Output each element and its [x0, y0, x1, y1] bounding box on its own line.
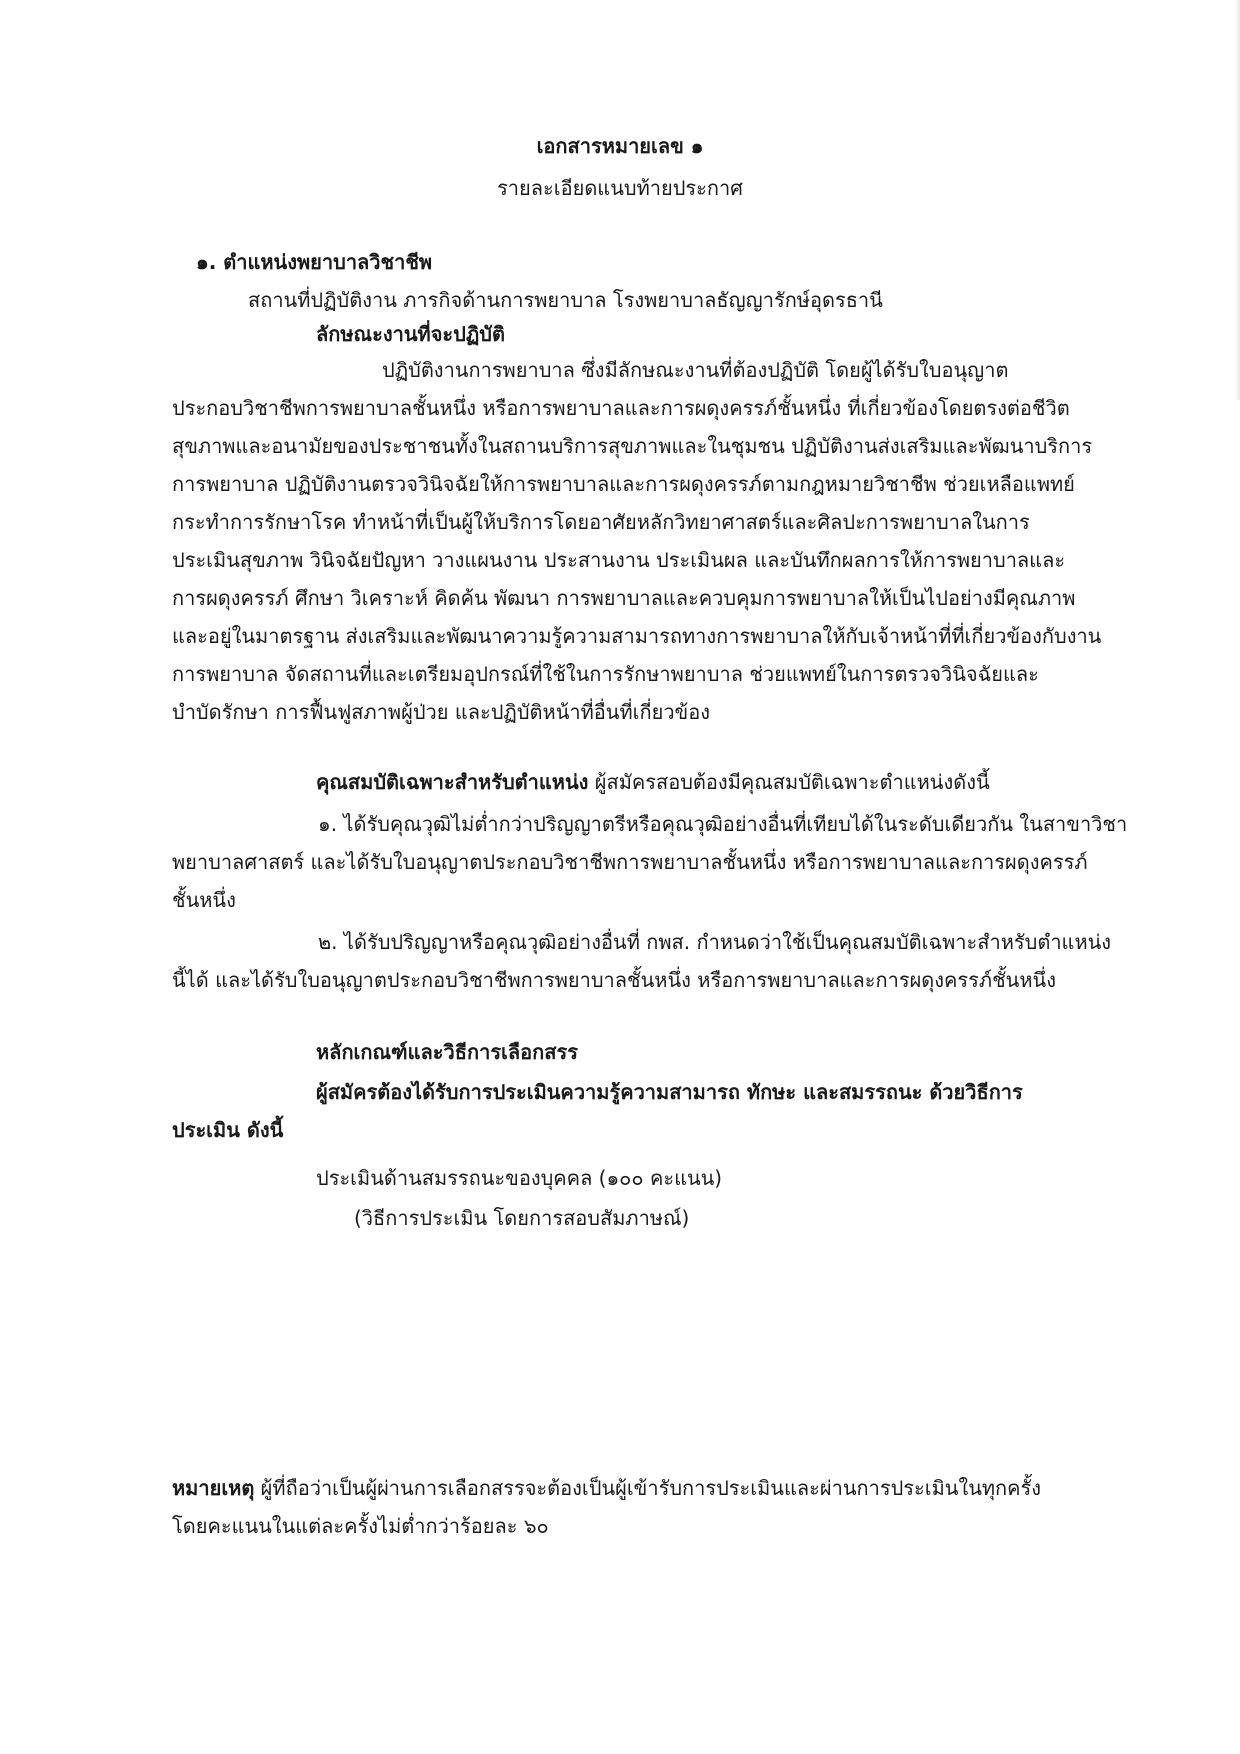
qualifications-heading-text: ผู้สมัครสอบต้องมีคุณสมบัติเฉพาะตำแหน่งดังนี้ — [588, 770, 990, 794]
duties-line: การพยาบาล ปฏิบัติงานตรวจวินิจฉัยให้การพยาบาลและการผดุงครรภ์ตามกฎหมายวิชาชีพ ช่วยเหลือแพทย์ — [172, 472, 1075, 496]
note-label: หมายเหตุ — [172, 1476, 255, 1500]
qualification-item-1: ชั้นหนึ่ง — [172, 888, 236, 912]
duties-line: ประกอบวิชาชีพการพยาบาลชั้นหนึ่ง หรือการพยาบาลและการผดุงครรภ์ชั้นหนึ่ง ที่เกี่ยวข้องโดยตรงต่อชีวิต — [172, 396, 1070, 420]
qualifications-heading-label: คุณสมบัติเฉพาะสำหรับตำแหน่ง — [316, 770, 589, 794]
duties-line: ประเมินสุขภาพ วินิจฉัยปัญหา วางแผนงาน ประสานงาน ประเมินผล และบันทึกผลการให้การพยาบาลและ — [172, 548, 1066, 572]
qualification-item-1: พยาบาลศาสตร์ และได้รับใบอนุญาตประกอบวิชาชีพการพยาบาลชั้นหนึ่ง หรือการพยาบาลและการผดุงครรภ์ — [172, 850, 1088, 874]
qualification-item-1: ๑. ได้รับคุณวุฒิไม่ต่ำกว่าปริญญาตรีหรือคุณวุฒิอย่างอื่นที่เทียบได้ในระดับเดียวกัน ในสาขาวิชา — [318, 812, 1128, 836]
note — [172, 1476, 1041, 1500]
selection-heading: หลักเกณฑ์และวิธีการเลือกสรร — [316, 1040, 578, 1064]
duties-line: กระทำการรักษาโรค ทำหน้าที่เป็นผู้ให้บริการโดยอาศัยหลักวิทยาศาสตร์และศิลปะการพยาบาลในการ — [172, 510, 1030, 534]
duties-line: การพยาบาล จัดสถานที่และเตรียมอุปกรณ์ที่ใช้ในการรักษาพยาบาล ช่วยแพทย์ในการตรวจวินิจฉัยและ — [172, 662, 1039, 686]
qualifications-heading — [316, 770, 990, 794]
assessment-item: ประเมินด้านสมรรถนะของบุคคล (๑๐๐ คะแนน) — [316, 1166, 723, 1190]
note-text: ผู้ที่ถือว่าเป็นผู้ผ่านการเลือกสรรจะต้องเป็นผู้เข้ารับการประเมินและผ่านการประเมินในทุกครั้ง — [254, 1476, 1042, 1500]
duties-line: สุขภาพและอนามัยของประชาชนทั้งในสถานบริการสุขภาพและในชุมชน ปฏิบัติงานส่งเสริมและพัฒนาบริการ — [172, 434, 1093, 458]
assessment-method: (วิธีการประเมิน โดยการสอบสัมภาษณ์) — [354, 1206, 690, 1230]
note-line: โดยคะแนนในแต่ละครั้งไม่ต่ำกว่าร้อยละ ๖๐ — [172, 1514, 549, 1538]
qualification-item-2: ๒. ได้รับปริญญาหรือคุณวุฒิอย่างอื่นที่ กพส. กำหนดว่าใช้เป็นคุณสมบัติเฉพาะสำหรับตำแหน่ง — [318, 930, 1112, 954]
duties-line: และอยู่ในมาตรฐาน ส่งเสริมและพัฒนาความรู้ความสามารถทางการพยาบาลให้กับเจ้าหน้าที่ที่เกี่ยวข้องกับงาน — [172, 624, 1102, 648]
document-title: เอกสารหมายเลข ๑ — [536, 134, 704, 158]
selection-line: ผู้สมัครต้องได้รับการประเมินความรู้ความสามารถ ทักษะ และสมรรถนะ ด้วยวิธีการ — [316, 1080, 1023, 1104]
selection-line: ประเมิน ดังนี้ — [172, 1118, 284, 1142]
workplace-line: สถานที่ปฏิบัติงาน ภารกิจด้านการพยาบาล โรงพยาบาลธัญญารักษ์อุดรธานี — [248, 288, 883, 312]
duties-heading: ลักษณะงานที่จะปฏิบัติ — [316, 322, 505, 346]
duties-line: บำบัดรักษา การฟื้นฟูสภาพผู้ป่วย และปฏิบัติหน้าที่อื่นที่เกี่ยวข้อง — [172, 700, 711, 724]
duties-line: การผดุงครรภ์ ศึกษา วิเคราะห์ คิดค้น พัฒนา การพยาบาลและควบคุมการพยาบาลให้เป็นไปอย่างมีคุณภาพ — [172, 586, 1076, 610]
duties-line: ปฏิบัติงานการพยาบาล ซึ่งมีลักษณะงานที่ต้องปฏิบัติ โดยผู้ได้รับใบอนุญาต — [382, 358, 1009, 382]
document-subtitle: รายละเอียดแนบท้ายประกาศ — [497, 176, 743, 200]
position-heading: ๑. ตำแหน่งพยาบาลวิชาชีพ — [196, 250, 433, 274]
scan-edge-shadow — [1235, 0, 1240, 400]
qualification-item-2: นี้ได้ และได้รับใบอนุญาตประกอบวิชาชีพการพยาบาลชั้นหนึ่ง หรือการพยาบาลและการผดุงครรภ์ชั้นหนึ่ง — [172, 968, 1056, 992]
